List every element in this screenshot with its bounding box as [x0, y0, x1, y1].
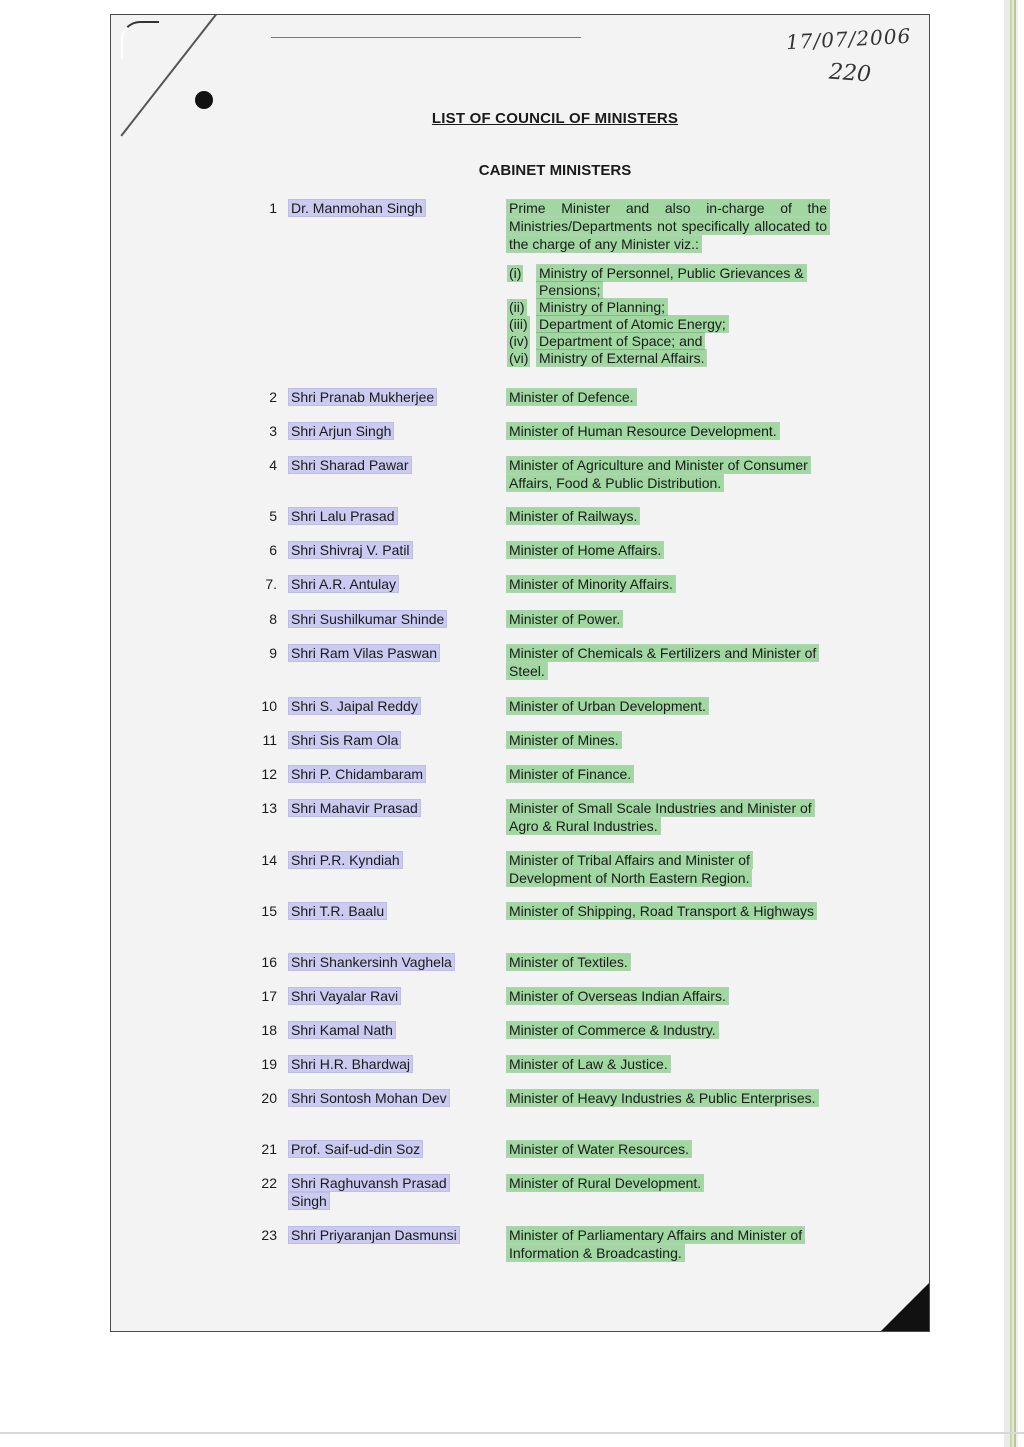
minister-portfolio: Minister of Law & Justice.: [509, 1056, 668, 1072]
minister-name: Shri Sis Ram Ola: [291, 732, 399, 748]
minister-name: Shri Lalu Prasad: [291, 508, 395, 524]
minister-name: Shri P.R. Kyndiah: [291, 852, 400, 868]
minister-portfolio: Minister of Urban Development.: [509, 698, 706, 714]
minister-portfolio: Minister of Chemicals & Fertilizers and Minister of Steel.: [509, 645, 817, 679]
handwritten-date: 17/07/2006: [785, 23, 912, 55]
minister-portfolio: Minister of Finance.: [509, 766, 632, 782]
row-number: 14: [261, 852, 277, 868]
list-item: (iii) Department of Atomic Energy;: [509, 316, 726, 332]
minister-portfolio: Minister of Defence.: [509, 389, 634, 405]
row-number: 10: [261, 698, 277, 714]
minister-name: Shri Kamal Nath: [291, 1022, 393, 1038]
minister-name: Shri Ram Vilas Paswan: [291, 645, 438, 661]
row-number: 20: [261, 1090, 277, 1106]
minister-name: Shri Shivraj V. Patil: [291, 542, 410, 558]
minister-portfolio: Minister of Parliamentary Affairs and Minister of Information & Broadcasting.: [509, 1227, 803, 1261]
list-item: (i) Ministry of Personnel, Public Grievances & Pensions;: [509, 265, 804, 298]
list-item: (iv) Department of Space; and: [509, 333, 703, 349]
row-number: 23: [261, 1227, 277, 1243]
minister-name: Shri Vayalar Ravi: [291, 988, 399, 1004]
document-title: LIST OF COUNCIL OF MINISTERS: [431, 110, 679, 127]
minister-portfolio: Minister of Heavy Industries & Public Enterprises.: [509, 1090, 816, 1106]
minister-portfolio: Minister of Commerce & Industry.: [509, 1022, 716, 1038]
minister-portfolio: Minister of Overseas Indian Affairs.: [509, 988, 726, 1004]
row-number: 21: [261, 1141, 277, 1157]
minister-portfolio: Minister of Agriculture and Minister of Consumer Affairs, Food & Public Distribution.: [509, 457, 808, 491]
minister-portfolio: Minister of Home Affairs.: [509, 542, 662, 558]
row-number: 11: [262, 732, 277, 748]
document-sheet: [110, 14, 930, 1332]
list-item: (ii) Ministry of Planning;: [509, 299, 666, 315]
minister-portfolio: Minister of Mines.: [509, 732, 619, 748]
minister-portfolio: Prime Minister and also in-charge of the Ministries/Departments not specifically allocated to the charge of any Minister viz.:: [509, 200, 827, 252]
row-number: 2: [269, 389, 277, 405]
minister-name: Shri T.R. Baalu: [291, 903, 385, 919]
row-number: 17: [261, 988, 277, 1004]
minister-name: Shri S. Jaipal Reddy: [291, 698, 418, 714]
minister-name: Prof. Saif-ud-din Soz: [291, 1141, 421, 1157]
minister-portfolio: Minister of Small Scale Industries and Minister of Agro & Rural Industries.: [509, 800, 812, 834]
minister-name: Shri Sushilkumar Shinde: [291, 611, 445, 627]
minister-portfolio: Minister of Minority Affairs.: [509, 576, 673, 592]
minister-portfolio: Minister of Railways.: [509, 508, 638, 524]
minister-name: Shri A.R. Antulay: [291, 576, 397, 592]
pen-stroke: [271, 37, 581, 38]
minister-portfolio: Minister of Human Resource Development.: [509, 423, 777, 439]
row-number: 16: [261, 954, 277, 970]
minister-portfolio: Minister of Rural Development.: [509, 1175, 702, 1191]
minister-name: Shri Arjun Singh: [291, 423, 392, 439]
row-number: 18: [261, 1022, 277, 1038]
minister-name: Shri Raghuvansh Prasad Singh: [291, 1175, 447, 1209]
scan-edge: [1004, 0, 1018, 1447]
folded-corner: [881, 1283, 929, 1331]
section-title: CABINET MINISTERS: [478, 162, 632, 179]
minister-portfolio: Minister of Shipping, Road Transport & Highways: [509, 903, 815, 919]
minister-name: Shri Sontosh Mohan Dev: [291, 1090, 447, 1106]
list-item: (vi) Ministry of External Affairs.: [509, 350, 705, 366]
row-number: 4: [269, 457, 277, 473]
row-number: 19: [261, 1056, 277, 1072]
row-number: 9: [269, 645, 277, 661]
minister-name: Shri Shankersinh Vaghela: [291, 954, 452, 970]
row-number: 13: [261, 800, 277, 816]
row-number: 1: [269, 200, 277, 216]
minister-name: Shri P. Chidambaram: [291, 766, 424, 782]
row-number: 22: [261, 1175, 277, 1191]
minister-portfolio: Minister of Tribal Affairs and Minister of Development of North Eastern Region.: [509, 852, 750, 886]
row-number: 6: [269, 542, 277, 558]
row-number: 3: [269, 423, 277, 439]
page-curl: [121, 21, 159, 59]
row-number: 15: [261, 903, 277, 919]
row-number: 8: [269, 611, 277, 627]
handwritten-number: 220: [828, 59, 872, 88]
punch-hole: [195, 91, 213, 109]
minister-name: Dr. Manmohan Singh: [291, 200, 423, 216]
row-number: 5: [269, 508, 277, 524]
row-number: 7.: [265, 576, 277, 592]
minister-portfolio: Minister of Power.: [509, 611, 621, 627]
minister-name: Shri Mahavir Prasad: [291, 800, 418, 816]
row-number: 12: [261, 766, 277, 782]
minister-name: Shri Sharad Pawar: [291, 457, 409, 473]
scan-bottom-line: [0, 1432, 1024, 1434]
minister-name: Shri Pranab Mukherjee: [291, 389, 435, 405]
handwritten-annotation: [761, 23, 921, 93]
minister-portfolio: Minister of Textiles.: [509, 954, 628, 970]
minister-name: Shri Priyaranjan Dasmunsi: [291, 1227, 457, 1243]
minister-portfolio: Minister of Water Resources.: [509, 1141, 689, 1157]
pm-department-list: [507, 265, 829, 367]
minister-name: Shri H.R. Bhardwaj: [291, 1056, 411, 1072]
